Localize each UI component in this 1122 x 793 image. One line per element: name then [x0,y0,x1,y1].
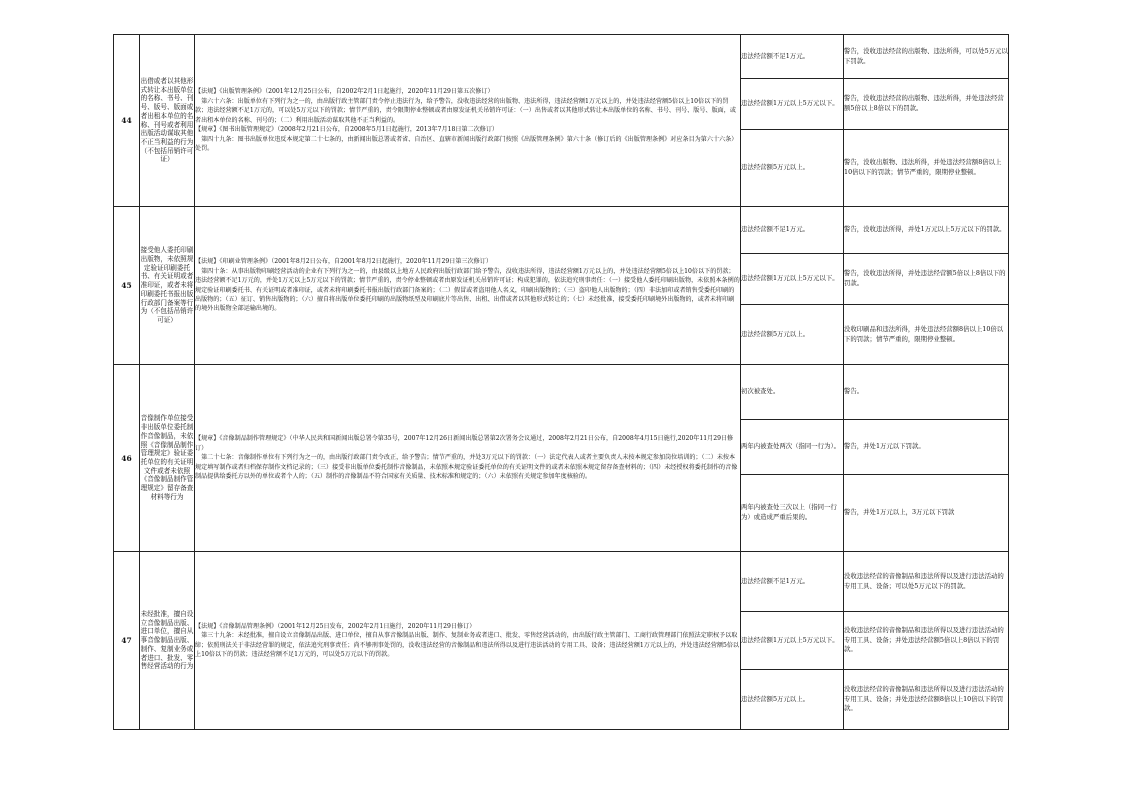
legal-basis-paragraph: 【规章】《音像制品制作管理规定》（中华人民共和国新闻出版总署令第35号，2007年12月26日新闻出版总署第2次署务会议通过，2008年2月21日公布，自2008年4月15日施行,2020年11月29日修订） [195,435,734,452]
violation-description: 音像制作单位接受非出版单位委托制作音像制品，未依照《音像制品制作管理规定》验证委托单位的有关证明文件或者未依照《音像制品制作管理规定》留存备查材料等行为 [140,365,195,552]
legal-basis-paragraph: 第二十七条：音像制作单位有下列行为之一的，由出版行政部门责令改正，给予警告；情节严重的，并处3万元以下的罚款：（一）法定代表人或者主要负责人未按本规定参加岗位培训的；（二）未按本规定填写制作或者归档保存制作文档记录的；（三）接受非出版单位委托制作音像制品，未依照本规定验证委托单位的有关证明文件的或者未依照本规定留存备查材料的；（四）未经授权将委托制作的音像制品提供给委托方以外的单位或者个人的；（五）制作的音像制品不符合国家有关质量、技术标准和规定的；（六）未依照有关规定参加年度核验的。 [195,454,738,481]
legal-basis-paragraph: 第四十条：从事出版物印刷经营活动的企业有下列行为之一的，由县级以上地方人民政府出版行政部门给予警告，没收违法所得，违法经营额1万元以上的，并处违法经营额5倍以上10倍以下的罚款；违法经营额不足1万元的，并处1万元以上5万元以下的罚款；情节严重的，责令停业整顿或者由原发证机关吊销许可证；构成犯罪的，依法追究刑事责任：（一）接受他人委托印刷出版物，未依照本条例的规定验证印刷委托书、有关证明或者准印证，或者未将印刷委托书报出版行政部门备案的；（二）假冒或者盗用他人名义，印刷出版物的；（三）盗印他人出版物的；（四）非法加印或者销售受委托印刷的出版物的；（五）征订、销售出版物的；（六）擅自将出版单位委托印刷的出版物纸型及印刷底片等出售、出租、出借或者以其他形式转让的；（七）未经批准，接受委托印刷境外出版物的，或者未将印刷的境外出版物全部运输出境的。 [195,267,740,313]
circumstance-cell: 违法经营额不足1万元。 [741,35,844,79]
circumstance-cell: 违法经营额1万元以上5万元以下。 [741,79,844,130]
table-row [114,207,1009,254]
circumstance-cell: 两年内被查处两次（指同一行为）。 [741,420,844,475]
penalty-cell: 警告，并处1万元以上，3万元以下罚款 [844,475,1009,552]
penalty-cell: 警告，没收违法经营的出版物、违法所得，可以处5万元以下罚款。 [844,35,1009,79]
penalty-cell: 没收违法经营的音像制品和违法所得以及进行违法活动的专用工具、设备；并处违法经营额8倍以上10倍以下的罚款。 [844,670,1009,730]
penalty-standards-table [113,34,1009,730]
legal-basis-paragraph: 第六十六条：出版单位有下列行为之一的，由出版行政主管部门责令停止违法行为，给予警告，没收违法经营的出版物、违法所得，违法经营额1万元以上的，并处违法经营额5倍以上10倍以下的罚款；违法经营额不足1万元的，可以处5万元以下的罚款；情节严重的，责令限期停业整顿或者由原发证机关吊销许可证：（一）出售或者以其他形式转让本出版单位的名称、书号、刊号、版号、版面，或者出租本单位的名称、刊号的；（二）利用出版活动谋取其他不正当利益的。 [195,97,736,124]
violation-description: 未经批准，擅自设立音像制品出版、进口单位，擅自从事音像制品出版、制作、复制业务或者进口、批发、零售经营活动的行为 [140,552,195,730]
item-number: 47 [114,552,140,730]
legal-basis-paragraph: 【法规】《印刷业管理条例》（2001年8月2日公布，自2001年8月2日起施行，2020年11月29日第三次修订） [195,258,492,266]
violation-description: 出借或者以其他形式转让本出版单位的名称、书号、刊号、版号、版面或者出租本单位的名称、刊号或者利用出版活动谋取其他不正当利益的行为（不包括吊销许可证） [140,35,195,207]
circumstance-cell: 违法经营额不足1万元。 [741,552,844,612]
item-number: 46 [114,365,140,552]
penalty-cell: 警告，没收违法所得，并处违法经营额5倍以上8倍以下的罚款。 [844,254,1009,305]
legal-basis [195,365,741,552]
legal-basis-paragraph: 【法规】《音像制品管理条例》（2001年12月25日发布，2002年2月1日施行，2020年11月29日修订） [195,622,476,630]
item-number: 44 [114,35,140,207]
table-row [114,552,1009,612]
penalty-cell: 没收违法经营的音像制品和违法所得以及进行违法活动的专用工具、设备；可以处5万元以下的罚款。 [844,552,1009,612]
penalty-cell: 没收违法经营的音像制品和违法所得以及进行违法活动的专用工具、设备；并处违法经营额5倍以上8倍以下的罚款。 [844,612,1009,670]
legal-basis-paragraph: 【法规】《出版管理条例》（2001年12月25日公布，自2002年2月1日起施行，2020年11月29日第五次修订） [195,88,494,96]
table-row [114,365,1009,420]
legal-basis-paragraph: 【规章】《图书出版管理规定》（2008年2月21日公布，自2008年5月1日起施行，2013年7月18日第二次修订） [195,126,499,134]
table-row [114,35,1009,79]
penalty-cell: 警告，并处1万元以下罚款。 [844,420,1009,475]
circumstance-cell: 违法经营额不足1万元。 [741,207,844,254]
legal-basis-paragraph: 第三十九条：未经批准，擅自设立音像制品出版、进口单位，擅自从事音像制品出版、制作、复制业务或者进口、批发、零售经营活动的，由出版行政主管部门、工商行政管理部门依照法定职权予以取缔；依照刑法关于非法经营罪的规定，依法追究刑事责任；尚不够刑事处罚的，没收违法经营的音像制品和违法所得以及进行违法活动的专用工具、设备；违法经营额1万元以上的，并处违法经营额5倍以上10倍以下的罚款；违法经营额不足1万元的，可以处5万元以下的罚款。 [195,632,740,658]
penalty-cell: 警告。 [844,365,1009,420]
circumstance-cell: 违法经营额1万元以上5万元以下。 [741,254,844,305]
violation-description: 接受他人委托印刷出版物，未依照规定验证印刷委托书、有关证明或者准印证，或者未将印刷委托书报出版行政部门备案等行为（不包括吊销许可证） [140,207,195,365]
circumstance-cell: 违法经营额5万元以上。 [741,670,844,730]
circumstance-cell: 违法经营额5万元以上。 [741,130,844,207]
penalty-cell: 警告，没收出版物、违法所得，并处违法经营额8倍以上10倍以下的罚款；情节严重的，限期停业整顿。 [844,130,1009,207]
penalty-cell: 警告，没收违法所得，并处1万元以上5万元以下的罚款。 [844,207,1009,254]
item-number: 45 [114,207,140,365]
legal-basis [195,552,741,730]
circumstance-cell: 违法经营额1万元以上5万元以下。 [741,612,844,670]
circumstance-cell: 违法经营额5万元以上。 [741,305,844,365]
circumstance-cell: 两年内被查处三次以上（指同一行为）或造成严重后果的。 [741,475,844,552]
circumstance-cell: 初次被查处。 [741,365,844,420]
legal-basis [195,35,741,207]
penalty-cell: 没收印刷品和违法所得，并处违法经营额8倍以上10倍以下的罚款；情节严重的，限期停业整顿。 [844,305,1009,365]
legal-basis-paragraph: 第四十九条：图书出版单位违反本规定第二十七条的，由新闻出版总署或者省、自治区、直辖市新闻出版行政部门按照《出版管理条例》第六十条（修订后的《出版管理条例》对应条目为第六十六条）处罚。 [195,135,738,153]
legal-basis [195,207,741,365]
penalty-cell: 警告，没收违法经营的出版物、违法所得，并处违法经营额5倍以上8倍以下的罚款。 [844,79,1009,130]
